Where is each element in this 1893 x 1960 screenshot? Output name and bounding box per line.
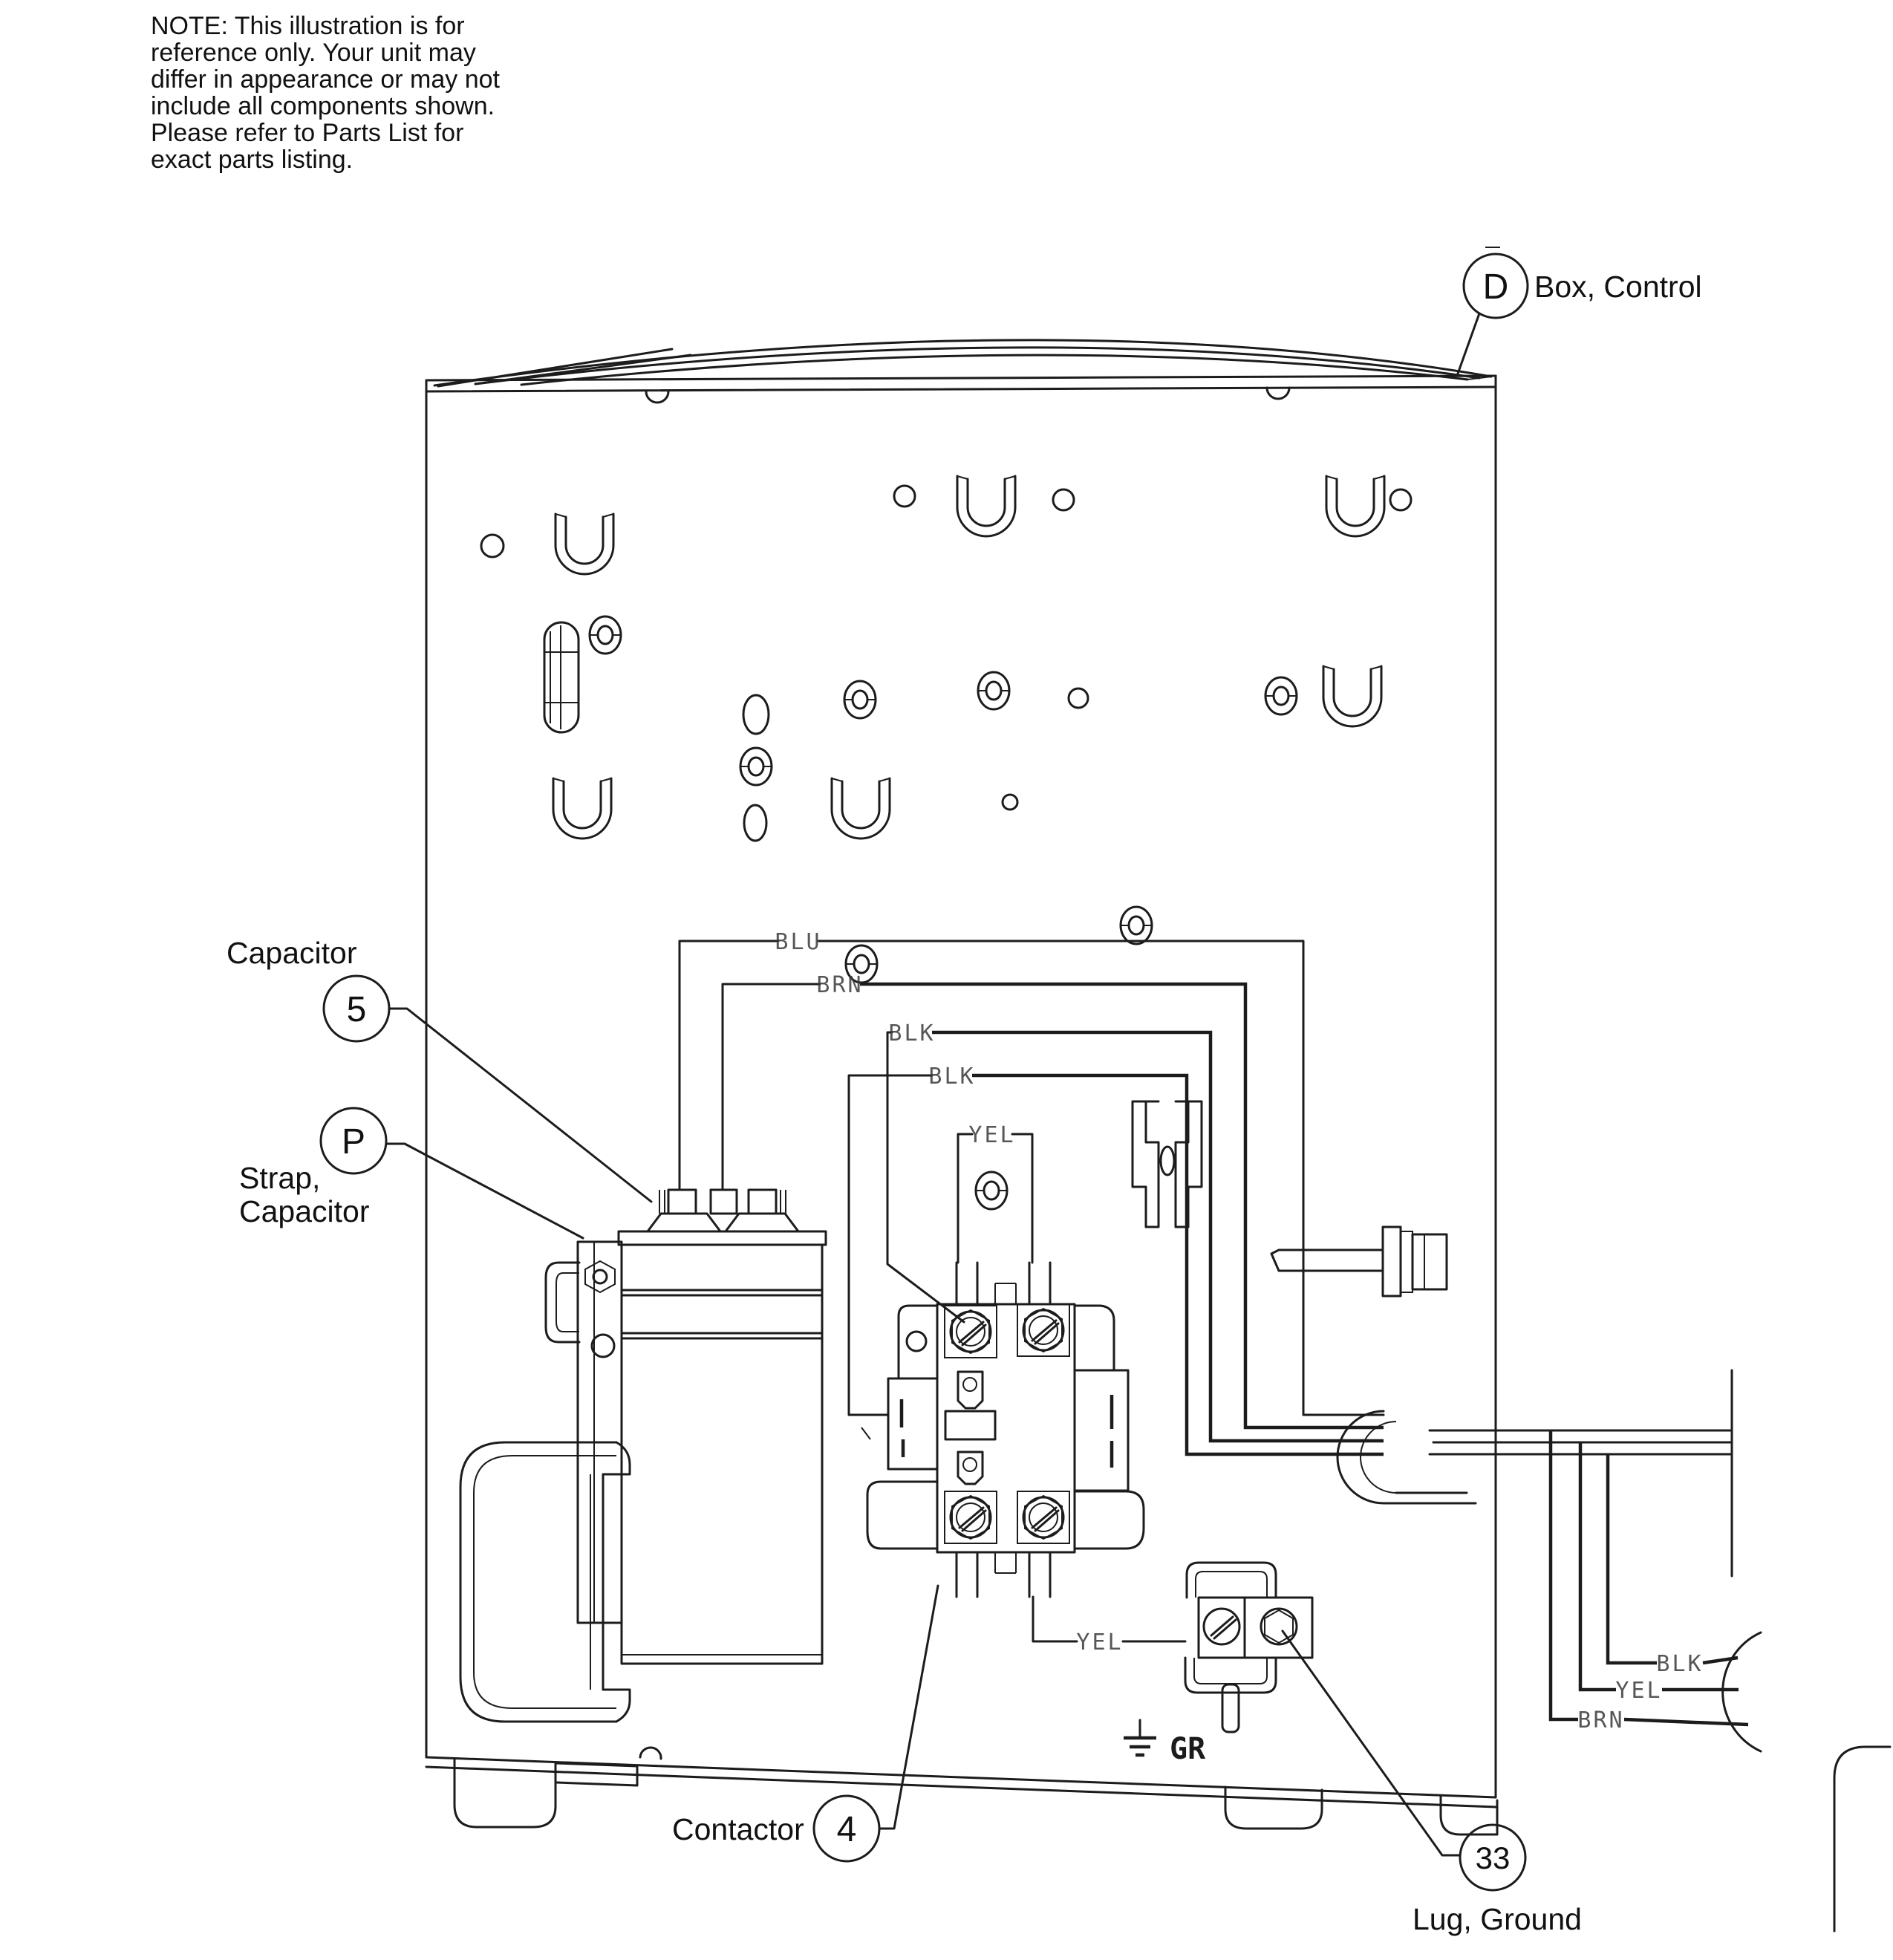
mounting-hole-uslot [555,514,613,574]
mounting-hole-uslot [553,778,611,839]
mounting-hole-ring [1265,677,1297,714]
mounting-hole-uslot [1323,666,1381,726]
top-screw-bump [1267,388,1289,399]
callout-leader-4 [879,1586,938,1829]
contactor-screw-terminal [951,1496,991,1539]
note-line-5: Please refer to Parts List for [151,119,464,147]
capacitor-bracket [460,1442,630,1722]
mounting-hole-ring [1121,907,1152,944]
label-contactor: Contactor [672,1812,804,1846]
callout-box-control [1458,254,1702,374]
capacitor-strap [546,1242,622,1623]
mounting-hole-circle [1003,795,1017,810]
wire-label-yel: YEL [968,1122,1016,1148]
wire-label-exit-blk: BLK [1656,1651,1704,1677]
mounting-hole-ring [590,616,621,654]
label-strap-line1: Strap, [239,1161,321,1195]
label-box-control: Box, Control [1534,270,1702,304]
contactor-left-terminal [888,1378,937,1469]
wire-label-yel-contactor: YEL [1076,1629,1124,1655]
mounting-hole-ring [844,681,876,718]
mounting-hole-circle [1053,489,1074,510]
mounting-hole-circle [894,486,915,507]
mounting-hole-ring [978,672,1009,709]
note-block [151,12,501,174]
wire-label-blk-1: BLK [888,1020,936,1046]
callout-lug-ground [1283,1631,1582,1936]
capacitor [619,1190,870,1664]
label-strap-line2: Capacitor [239,1194,370,1228]
callout-id-5: 5 [346,990,367,1029]
label-lug-ground: Lug, Ground [1413,1902,1582,1936]
note-line-2: reference only. Your unit may [151,39,476,67]
note-line-1: NOTE: This illustration is for [151,12,465,40]
note-line-4: include all components shown. [151,92,495,120]
wire-label-exit-brn: BRN [1577,1707,1625,1733]
mounting-hole-oval [744,805,766,841]
callout-leader-p [386,1144,583,1238]
contactor [867,1263,1144,1597]
callout-leader-d [1458,313,1479,374]
wire-label-exit-yel: YEL [1615,1678,1663,1704]
ground-symbol-icon [1124,1720,1156,1755]
wire-exit-hole [1723,1632,1761,1751]
panel-knockout-cutouts [1133,1101,1202,1227]
control-box-outline [426,247,1500,1807]
mounting-hole-uslot [1326,476,1384,536]
lug-wire-hole [1261,1609,1297,1644]
callout-id-p: P [341,1122,366,1162]
wire-blk-1 [887,1032,1384,1441]
wire-label-blk-2: BLK [928,1064,976,1090]
mounting-hole-ring [976,1172,1007,1209]
mounting-hole-uslot [957,476,1015,536]
callout-id-33: 33 [1475,1840,1511,1875]
mounting-hole-circle [1069,688,1088,708]
note-line-6: exact parts listing. [151,146,353,174]
mounting-hole-capsule [544,622,579,732]
contactor-screw-terminal [1023,1496,1063,1539]
callout-leader-5 [389,1009,651,1202]
contactor-ear-hole [907,1332,926,1351]
capacitor-body [622,1245,822,1664]
callout-id-4: 4 [836,1810,857,1849]
right-panel [1723,1370,1890,1931]
callout-leader-33 [1283,1631,1460,1855]
contactor-screw-terminal [1023,1309,1063,1352]
callout-strap [239,1108,583,1238]
mounting-bolt [1271,1227,1447,1296]
mounting-hole-circle [481,535,504,557]
note-line-3: differ in appearance or may not [151,65,500,94]
ground-lug [1185,1563,1312,1693]
mounting-hole-oval [743,695,769,734]
wire-bundle-loop [1338,1411,1732,1503]
top-screw-bump [646,391,668,403]
wire-label-blu: BLU [775,929,822,955]
ground-label: GR [1170,1732,1206,1766]
callout-contactor [672,1586,938,1861]
callout-id-d: D [1482,267,1509,307]
label-capacitor: Capacitor [227,936,357,970]
wire-label-brn: BRN [816,972,864,998]
mounting-hole-uslot [832,778,890,839]
mounting-hole-circle [1390,489,1411,510]
mounting-hole-ring [740,748,772,785]
contactor-right-terminal [1075,1370,1128,1491]
wire-exit-blk [1608,1454,1738,1663]
